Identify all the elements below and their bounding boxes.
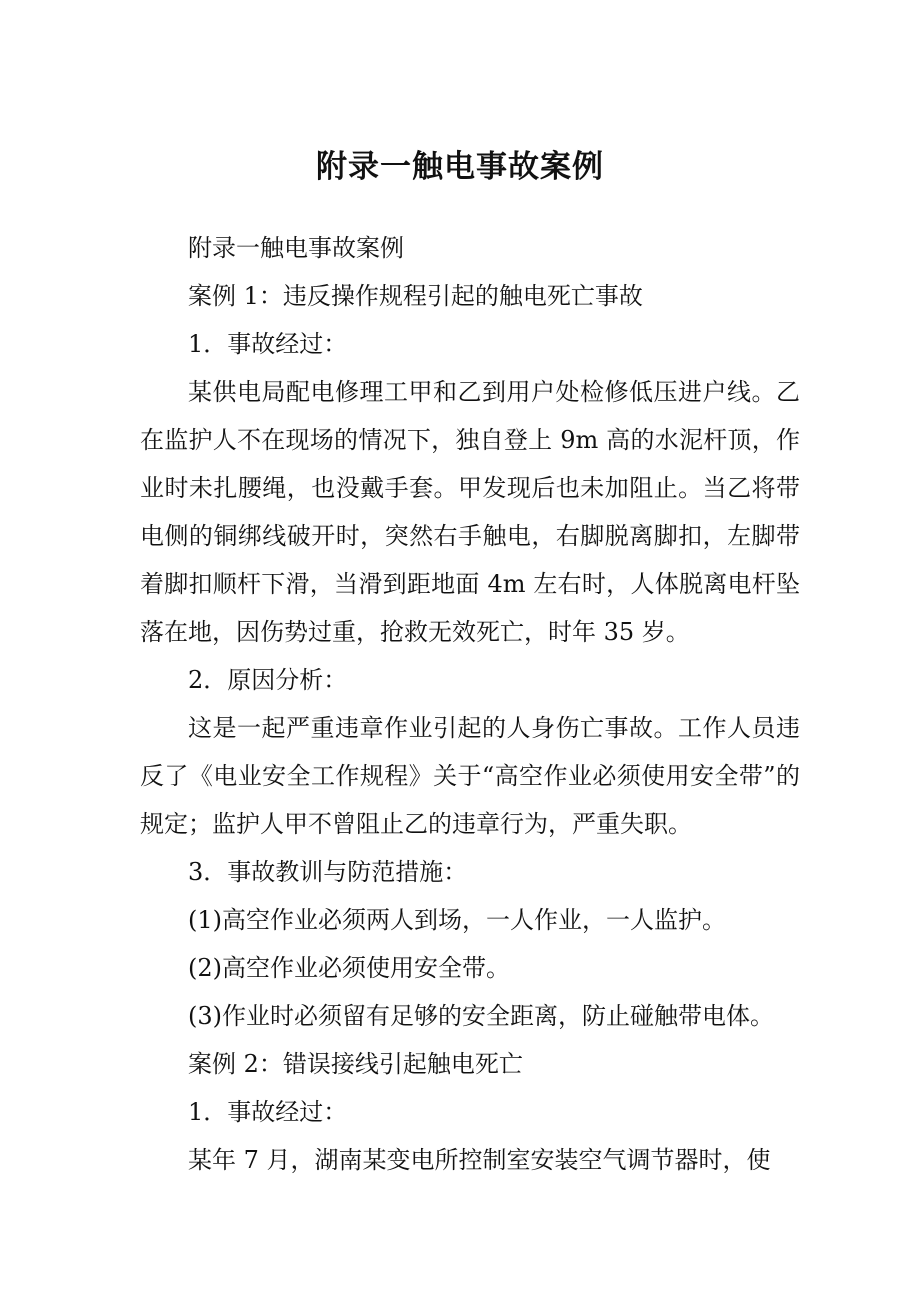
case-2-accident-paragraph: 某年 7 月，湖南某变电所控制室安装空气调节器时，使 xyxy=(188,1146,771,1174)
case-1-section-cause: 2．原因分析： xyxy=(188,666,348,694)
document-body xyxy=(140,224,800,1184)
case-1-accident-paragraph: 某供电局配电修理工甲和乙到用户处检修低压进户线。乙在监护人不在现场的情况下，独自登上 9m 高的水泥杆顶，作业时未扎腰绳，也没戴手套。甲发现后也未加阻止。当乙将带电侧的铜绑线破开时，突然右手触电，右脚脱离脚扣，左脚带着脚扣顺杆下滑，当滑到距地面 4m 左右时，人体脱离电杆坠落在地，因伤势过重，抢救无效死亡，时年 35 岁。 xyxy=(140,378,800,646)
case-1-measure-2: (2)高空作业必须使用安全带。 xyxy=(188,954,510,982)
case-1-cause-paragraph: 这是一起严重违章作业引起的人身伤亡事故。工作人员违反了《电业安全工作规程》关于“高空作业必须使用安全带”的规定；监护人甲不曾阻止乙的违章行为，严重失职。 xyxy=(140,714,800,838)
case-1-heading: 案例 1：违反操作规程引起的触电死亡事故 xyxy=(188,282,643,310)
case-1-measure-3: (3)作业时必须留有足够的安全距离，防止碰触带电体。 xyxy=(188,1002,774,1030)
case-1-measure-1: (1)高空作业必须两人到场，一人作业，一人监护。 xyxy=(188,906,726,934)
case-1-section-accident: 1．事故经过： xyxy=(188,330,348,358)
appendix-heading: 附录一触电事故案例 xyxy=(188,234,404,262)
document-title: 附录一触电事故案例 xyxy=(316,149,604,185)
case-2-heading: 案例 2：错误接线引起触电死亡 xyxy=(188,1050,523,1078)
case-2-section-accident: 1．事故经过： xyxy=(188,1098,348,1126)
case-1-section-lessons: 3．事故教训与防范措施： xyxy=(188,858,468,886)
